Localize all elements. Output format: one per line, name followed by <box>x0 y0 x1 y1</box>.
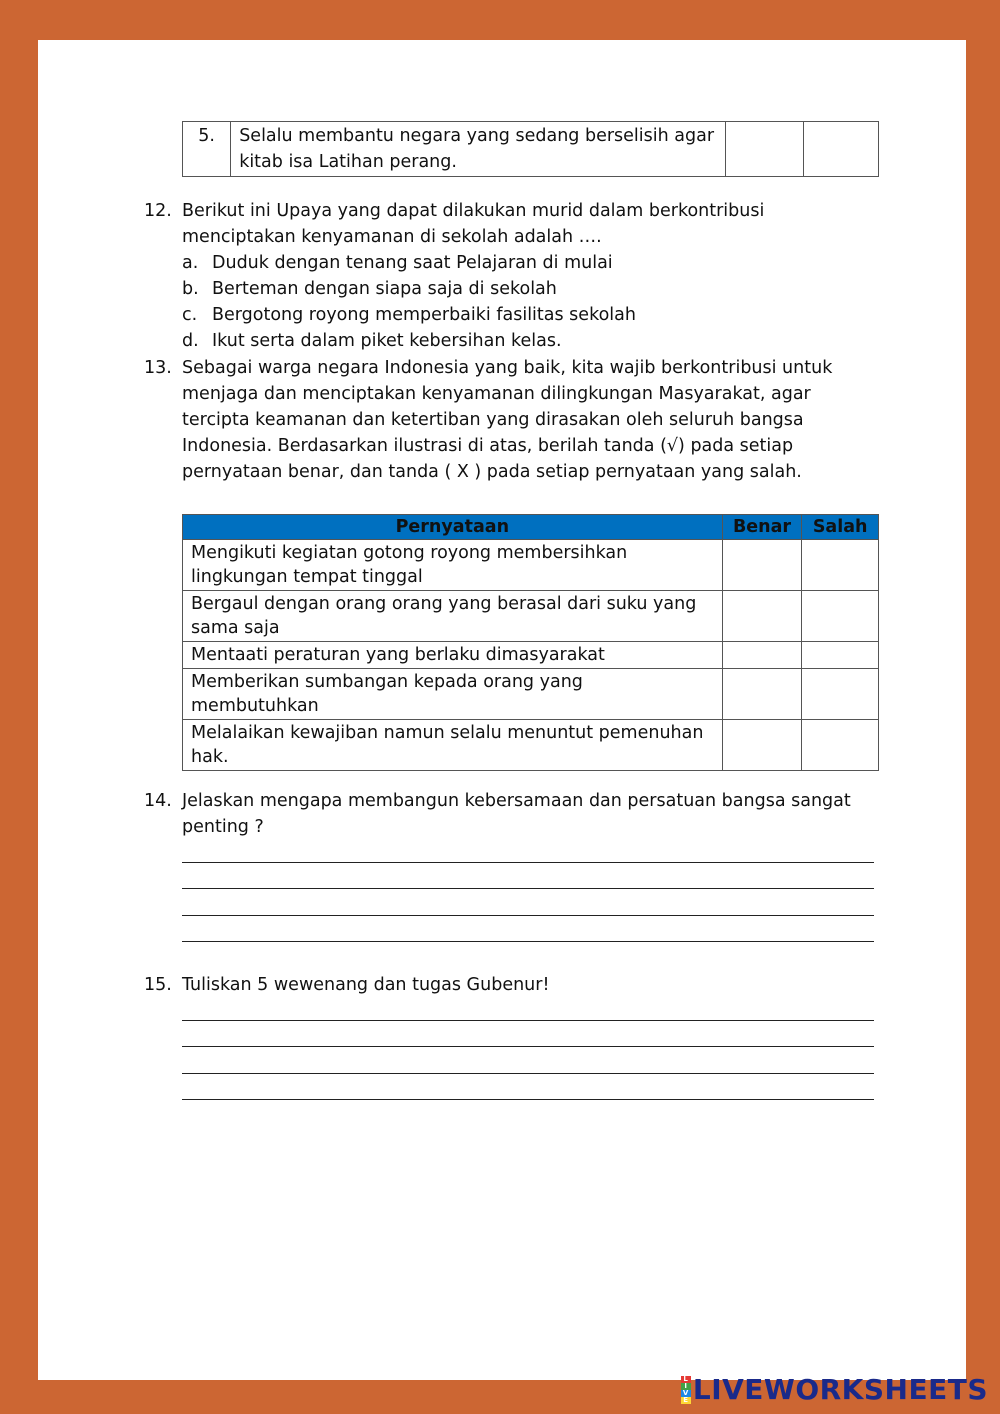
statement-line: Mentaati peraturan yang berlaku dimasyarakat <box>191 645 605 665</box>
table-row <box>183 669 879 720</box>
statement-cell <box>183 669 723 720</box>
answer-line[interactable] <box>182 1020 874 1021</box>
statement-cell <box>183 540 723 591</box>
answer-line[interactable] <box>182 1046 874 1047</box>
statement-cell <box>183 591 723 642</box>
statement-cell <box>183 642 723 669</box>
answer-cell-benar[interactable] <box>726 122 804 177</box>
table-row <box>183 591 879 642</box>
question-text: Jelaskan mengapa membangun kebersamaan dan persatuan bangsa sangat <box>182 791 851 811</box>
previous-statement-table <box>182 121 879 177</box>
option-text: Berteman dengan siapa saja di sekolah <box>212 279 557 299</box>
question-text: Tuliskan 5 wewenang dan tugas Gubenur! <box>182 975 550 995</box>
question-text: Sebagai warga negara Indonesia yang baik, kita wajib berkontribusi untuk <box>182 358 833 378</box>
question-number: 14. <box>144 791 172 811</box>
header-benar: Benar <box>722 515 802 540</box>
option-letter: d. <box>182 331 199 351</box>
question-text: penting ? <box>182 817 264 837</box>
row-number: 5. <box>183 122 231 177</box>
worksheet-page <box>38 40 966 1380</box>
liveworksheets-logo <box>681 1373 988 1406</box>
option-text: Duduk dengan tenang saat Pelajaran di mulai <box>212 253 613 273</box>
statement-line: Memberikan sumbangan kepada orang yang <box>191 672 583 692</box>
option-letter: a. <box>182 253 199 273</box>
answer-line[interactable] <box>182 862 874 863</box>
answer-cell-salah[interactable] <box>802 642 879 669</box>
statement-line: hak. <box>191 747 229 767</box>
answer-line[interactable] <box>182 888 874 889</box>
option-letter: c. <box>182 305 198 325</box>
answer-cell-benar[interactable] <box>722 642 802 669</box>
statement-line: Selalu membantu negara yang sedang berselisih agar <box>239 126 715 146</box>
question-number: 15. <box>144 975 172 995</box>
question-text: menjaga dan menciptakan kenyamanan dilingkungan Masyarakat, agar <box>182 384 811 404</box>
statement-line: Melalaikan kewajiban namun selalu menuntut pemenuhan <box>191 723 704 743</box>
statement-line: lingkungan tempat tinggal <box>191 567 423 587</box>
option-c[interactable] <box>182 302 882 328</box>
answer-cell-salah[interactable] <box>802 720 879 771</box>
answer-line[interactable] <box>182 941 874 942</box>
statement-cell <box>183 720 723 771</box>
statement-cell <box>231 122 726 177</box>
answer-cell-salah[interactable] <box>802 591 879 642</box>
option-a[interactable] <box>182 250 882 276</box>
statement-line: Mengikuti kegiatan gotong royong membersihkan <box>191 543 628 563</box>
statement-line: membutuhkan <box>191 696 319 716</box>
live-letter: I <box>681 1383 691 1390</box>
answer-line[interactable] <box>182 1073 874 1074</box>
live-letter: E <box>681 1397 691 1404</box>
table-header-row <box>183 515 879 540</box>
answer-cell-salah[interactable] <box>802 669 879 720</box>
question-number: 13. <box>144 358 172 378</box>
live-letter: L <box>681 1376 691 1383</box>
table-row <box>183 540 879 591</box>
answer-line[interactable] <box>182 1099 874 1100</box>
answer-line[interactable] <box>182 915 874 916</box>
answer-cell-benar[interactable] <box>722 669 802 720</box>
statement-line: Bergaul dengan orang orang yang berasal dari suku yang <box>191 594 697 614</box>
header-pernyataan: Pernyataan <box>183 515 723 540</box>
option-text: Ikut serta dalam piket kebersihan kelas. <box>212 331 562 351</box>
brand-name: LIVEWORKSHEETS <box>692 1373 988 1406</box>
answer-cell-benar[interactable] <box>722 591 802 642</box>
option-b[interactable] <box>182 276 882 302</box>
question-text: pernyataan benar, dan tanda ( X ) pada setiap pernyataan yang salah. <box>182 462 802 482</box>
question-text: menciptakan kenyamanan di sekolah adalah …. <box>182 227 602 247</box>
answer-cell-benar[interactable] <box>722 720 802 771</box>
question-number: 12. <box>144 201 172 221</box>
statement-line: kitab isa Latihan perang. <box>239 152 457 172</box>
option-letter: b. <box>182 279 199 299</box>
table-row <box>183 720 879 771</box>
question-text: tercipta keamanan dan ketertiban yang dirasakan oleh seluruh bangsa <box>182 410 804 430</box>
answer-cell-salah[interactable] <box>802 540 879 591</box>
answer-cell-benar[interactable] <box>722 540 802 591</box>
header-salah: Salah <box>802 515 879 540</box>
statement-table <box>182 514 879 771</box>
table-row <box>183 122 879 177</box>
question-text: Indonesia. Berdasarkan ilustrasi di atas, berilah tanda (√) pada setiap <box>182 436 794 456</box>
question-text: Berikut ini Upaya yang dapat dilakukan murid dalam berkontribusi <box>182 201 765 221</box>
live-letter: V <box>681 1390 691 1397</box>
table-row <box>183 642 879 669</box>
option-d[interactable] <box>182 328 882 354</box>
statement-line: sama saja <box>191 618 280 638</box>
live-icon <box>681 1376 691 1404</box>
option-text: Bergotong royong memperbaiki fasilitas sekolah <box>212 305 636 325</box>
answer-cell-salah[interactable] <box>804 122 879 177</box>
